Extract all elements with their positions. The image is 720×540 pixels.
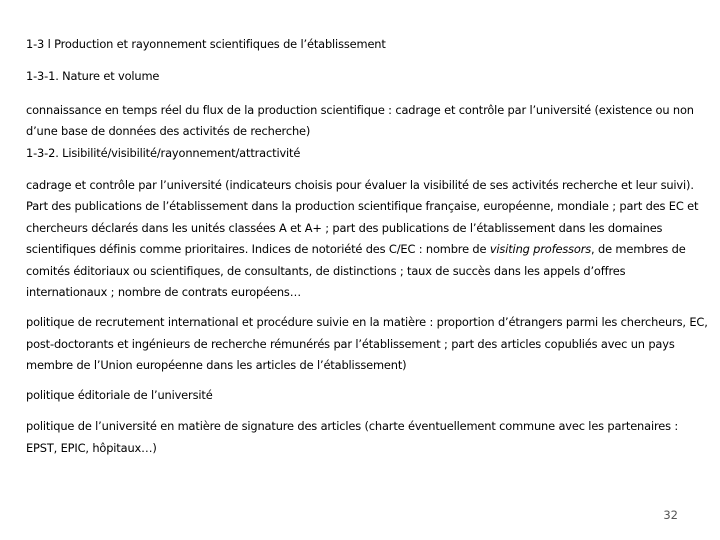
visiting-professors-term: visiting professors [489,242,592,257]
paragraph-signature-policy: politique de l’université en matière de signature des articles (charte éventuellement commune avec les partenaires : EPST, EPIC, hôpitaux…) [26,419,679,455]
slide-content [26,34,708,459]
paragraph-international-recruitment: politique de recrutement international et procédure suivie en la matière : proportion d’étrangers parmi les chercheurs, EC, post-doctorants et ingénieurs de recherche rémunérés par l’établissement ; part des articles copubliés avec un pays membre de l’Union européenne dans les articles de l’établissement) [26,315,708,373]
paragraph-real-time-knowledge: connaissance en temps réel du flux de la production scientifique : cadrage et contrôle par l’université (existence ou non d’une base de données des activités de recherche) [26,102,694,139]
page-number: 32 [663,508,678,522]
paragraph-visibility-text-a: cadrage et contrôle par l’université (indicateurs choisis pour évaluer la visibilité de ses activités recherche et leur suivi). Part des publications de l’établissement dans la production scientifique française, européenne, mondiale ; part des EC et chercheurs déclarés dans les unités classées A et A+ ; part des publications de l’établissement dans les domaines scientifiques définis comme prioritaires. Indices de notoriété des C/EC : nombre de [26,178,699,257]
paragraph-visibility-indicators [26,175,708,303]
subsection-heading-visibility: 1-3-2. Lisibilité/visibilité/rayonnement/attractivité [26,145,301,160]
section-heading: 1-3 l Production et rayonnement scientifiques de l’établissement [26,37,386,51]
paragraph-editorial-policy: politique éditoriale de l’université [26,387,213,402]
subsection-heading-nature-volume: 1-3-1. Nature et volume [26,69,160,84]
paragraph-visibility-text-b: , de membres de comités éditoriaux ou scientifiques, de consultants, de distinctions ; taux de succès dans les appels d’offres internationaux ; nombre de contrats européens… [26,242,686,300]
